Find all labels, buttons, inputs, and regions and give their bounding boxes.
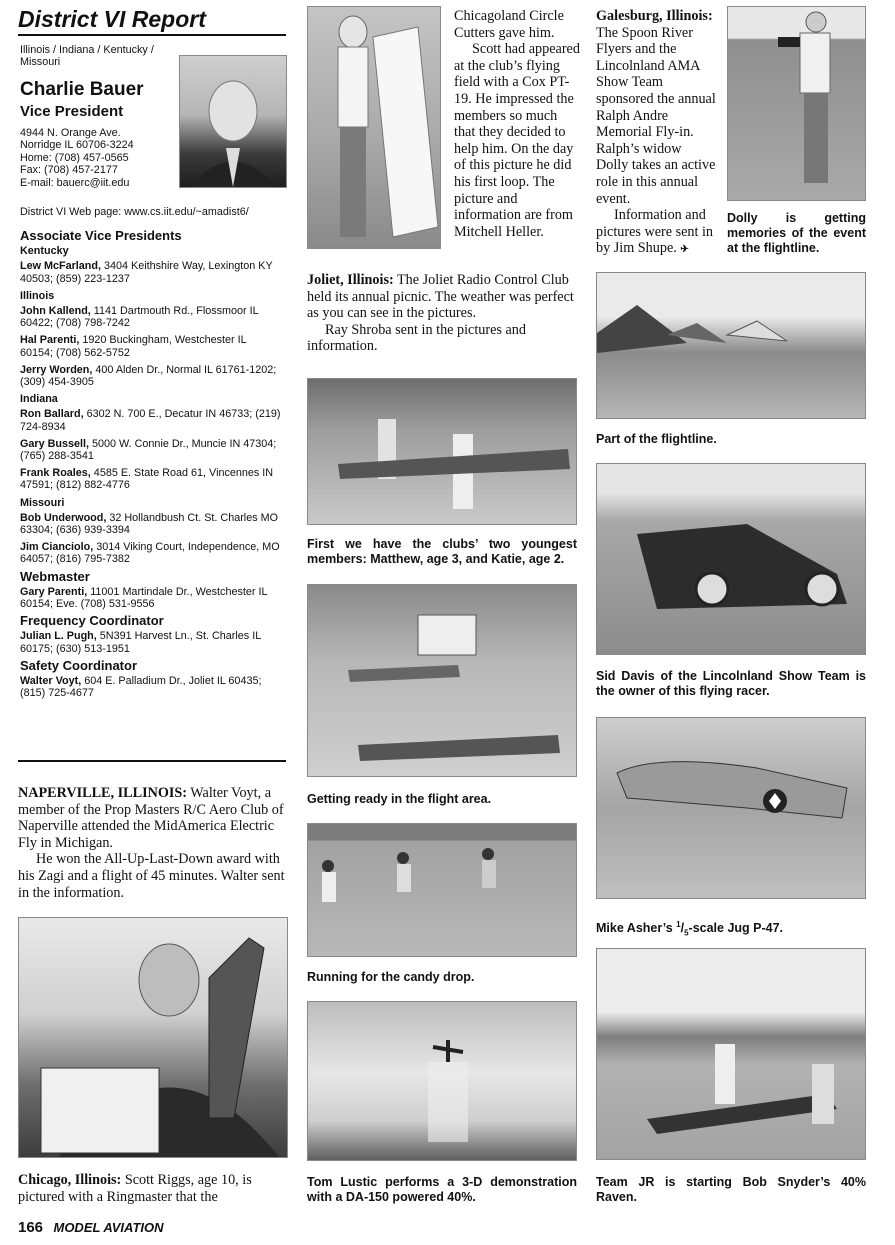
directory-entry: Hal Parenti, 1920 Buckingham, Westchester IL 60154; (708) 562-5752 bbox=[20, 334, 247, 359]
picnic-scene bbox=[308, 379, 576, 524]
photo-dolly bbox=[727, 6, 866, 201]
vp-name: Charlie Bauer bbox=[20, 79, 144, 100]
address-line: Home: (708) 457-0565 bbox=[20, 151, 129, 164]
photo-flightline bbox=[596, 272, 866, 419]
address-line: 4944 N. Orange Ave. bbox=[20, 127, 121, 139]
directory-entry: Frank Roales, 4585 E. State Road 61, Vincennes IN 47591; (812) 882-4776 bbox=[20, 467, 274, 492]
page-number: 166 bbox=[18, 1219, 44, 1236]
scott-figure bbox=[308, 7, 440, 248]
directory-entry: Gary Parenti, 11001 Martindale Dr., Westchester IL 60154; Eve. (708) 531-9556 bbox=[20, 585, 268, 611]
directory-entry: John Kallend, 1141 Dartmouth Rd., Flossmoor IL 60422; (708) 798-7242 bbox=[20, 305, 259, 330]
photo-p47 bbox=[596, 717, 866, 899]
portrait-figure bbox=[180, 56, 286, 187]
caption-teamjr: Team JR is starting Bob Snyder’s 40% Raven. bbox=[596, 1175, 866, 1204]
vp-address bbox=[20, 127, 180, 189]
tents-scene bbox=[597, 273, 865, 418]
photo-walter-voyt bbox=[18, 917, 288, 1158]
state-kentucky: Kentucky bbox=[20, 245, 69, 258]
email-line: E-mail: bauerc@iit.edu bbox=[20, 176, 130, 189]
page-title bbox=[18, 6, 286, 36]
caption-candy: Running for the candy drop. bbox=[307, 970, 475, 984]
vp-portrait bbox=[179, 55, 287, 188]
page-footer bbox=[18, 1219, 164, 1237]
racer-model bbox=[597, 464, 865, 654]
p47-model bbox=[597, 718, 865, 898]
photo-team-jr bbox=[596, 948, 866, 1160]
photo-3d-demo bbox=[307, 1001, 577, 1161]
section-divider bbox=[18, 760, 286, 762]
photo-youngest-members bbox=[307, 378, 577, 525]
photo-flight-area bbox=[307, 584, 577, 777]
directory-entry: Jerry Worden, 400 Alden Dr., Normal IL 61761-1202; (309) 454-3905 bbox=[20, 363, 277, 389]
ama-logo-icon: ✈ bbox=[680, 244, 689, 256]
directory-entry: Lew McFarland, 3404 Keithshire Way, Lexington KY 40503; (859) 223-1237 bbox=[20, 260, 273, 285]
state-missouri: Missouri bbox=[20, 496, 65, 509]
vp-title: Vice President bbox=[20, 103, 124, 120]
stunt-plane bbox=[308, 1002, 576, 1160]
caption-tom: Tom Lustic performs a 3-D demonstration with a DA-150 powered 40%. bbox=[307, 1175, 577, 1204]
chicago-article-start: Chicago, Illinois: Scott Riggs, age 10, is pictured with a Ringmaster that the bbox=[18, 1172, 252, 1205]
flight-area-scene bbox=[308, 585, 576, 776]
state-illinois: Illinois bbox=[20, 289, 55, 302]
state-indiana: Indiana bbox=[20, 393, 58, 406]
web-page: District VI Web page: www.cs.iit.edu/~amadist6/ bbox=[20, 206, 249, 218]
directory-entry: Bob Underwood, 32 Hollandbush Ct. St. Charles MO 63304; (636) 939-3394 bbox=[20, 511, 279, 537]
safety-heading: Safety Coordinator bbox=[20, 657, 138, 673]
directory-entry: Ron Ballard, 6302 N. 700 E., Decatur IN 46733; (219) 724-8934 bbox=[20, 408, 281, 433]
caption-flightline: Part of the flightline. bbox=[596, 432, 717, 446]
directory-entry: Gary Bussell, 5000 W. Connie Dr., Muncie IN 47304; (765) 288-3541 bbox=[20, 437, 277, 463]
walter-figure bbox=[19, 918, 287, 1157]
photo-candy-drop bbox=[307, 823, 577, 957]
dolly-figure bbox=[728, 7, 865, 200]
directory-entry: Walter Voyt, 604 E. Palladium Dr., Joliet IL 60435; (815) 725-4677 bbox=[20, 675, 262, 700]
raven-team bbox=[597, 949, 865, 1159]
caption-dolly: Dolly is getting memories of the event at the flightline. bbox=[727, 211, 866, 255]
galesburg-article: Galesburg, Illinois: The Spoon River Flyers and the Lincolnland AMA Show Team sponsored the annual Ralph Andre Memorial Fly-in. Ralph’s widow Dolly takes an active role in this annual event. Information and pictures were sent in by Jim Shupe. ✈ bbox=[596, 8, 716, 257]
assoc-heading: Associate Vice Presidents bbox=[20, 228, 182, 243]
running-kids bbox=[308, 824, 576, 956]
freq-heading: Frequency Coordinator bbox=[20, 613, 164, 629]
address-line: Norridge IL 60706-3224 bbox=[20, 139, 134, 152]
magazine-name: MODEL AVIATION bbox=[53, 1220, 164, 1235]
directory-entry: Jim Cianciolo, 3014 Viking Court, Independence, MO 64057; (816) 795-7382 bbox=[20, 541, 280, 566]
caption-sid: Sid Davis of the Lincolnland Show Team is the owner of this flying racer. bbox=[596, 669, 866, 698]
webmaster-heading: Webmaster bbox=[20, 568, 90, 584]
joliet-article: Joliet, Illinois: The Joliet Radio Control Club held its annual picnic. The weather was perfect as you can see in the pictures. Ray Shroba sent in the pictures and information. bbox=[307, 272, 574, 355]
title-text: District VI Report bbox=[18, 6, 206, 32]
address-line: Fax: (708) 457-2177 bbox=[20, 164, 118, 177]
caption-youngest: First we have the clubs’ two youngest members: Matthew, age 3, and Katie, age 2. bbox=[307, 537, 577, 566]
photo-flying-racer bbox=[596, 463, 866, 655]
chicago-article-cont: Chicagoland Circle Cutters gave him. Scott had appeared at the club’s flying field with a Cox PT-19. He impressed the members so much that they decided to help him. On the day of this picture he did his first loop. The picture and information are from Mitchell Heller. bbox=[454, 8, 580, 240]
states-line: Illinois / Indiana / Kentucky / Missouri bbox=[20, 44, 154, 69]
caption-ready: Getting ready in the flight area. bbox=[307, 792, 492, 806]
directory bbox=[20, 226, 282, 705]
naperville-article: NAPERVILLE, ILLINOIS: Walter Voyt, a member of the Prop Masters R/C Aero Club of Naperville attended the MidAmerica Electric Fly in Michigan. He won the All-Up-Last-Down award with his Zagi and a flight of 45 minutes. Walter sent in the information. bbox=[18, 785, 285, 901]
directory-entry: Julian L. Pugh, 5N391 Harvest Ln., St. Charles IL 60175; (630) 513-1951 bbox=[20, 630, 261, 655]
photo-scott-riggs bbox=[307, 6, 441, 249]
caption-mike: Mike Asher’s $^1/_5$-scale Jug P-47. bbox=[596, 920, 784, 938]
